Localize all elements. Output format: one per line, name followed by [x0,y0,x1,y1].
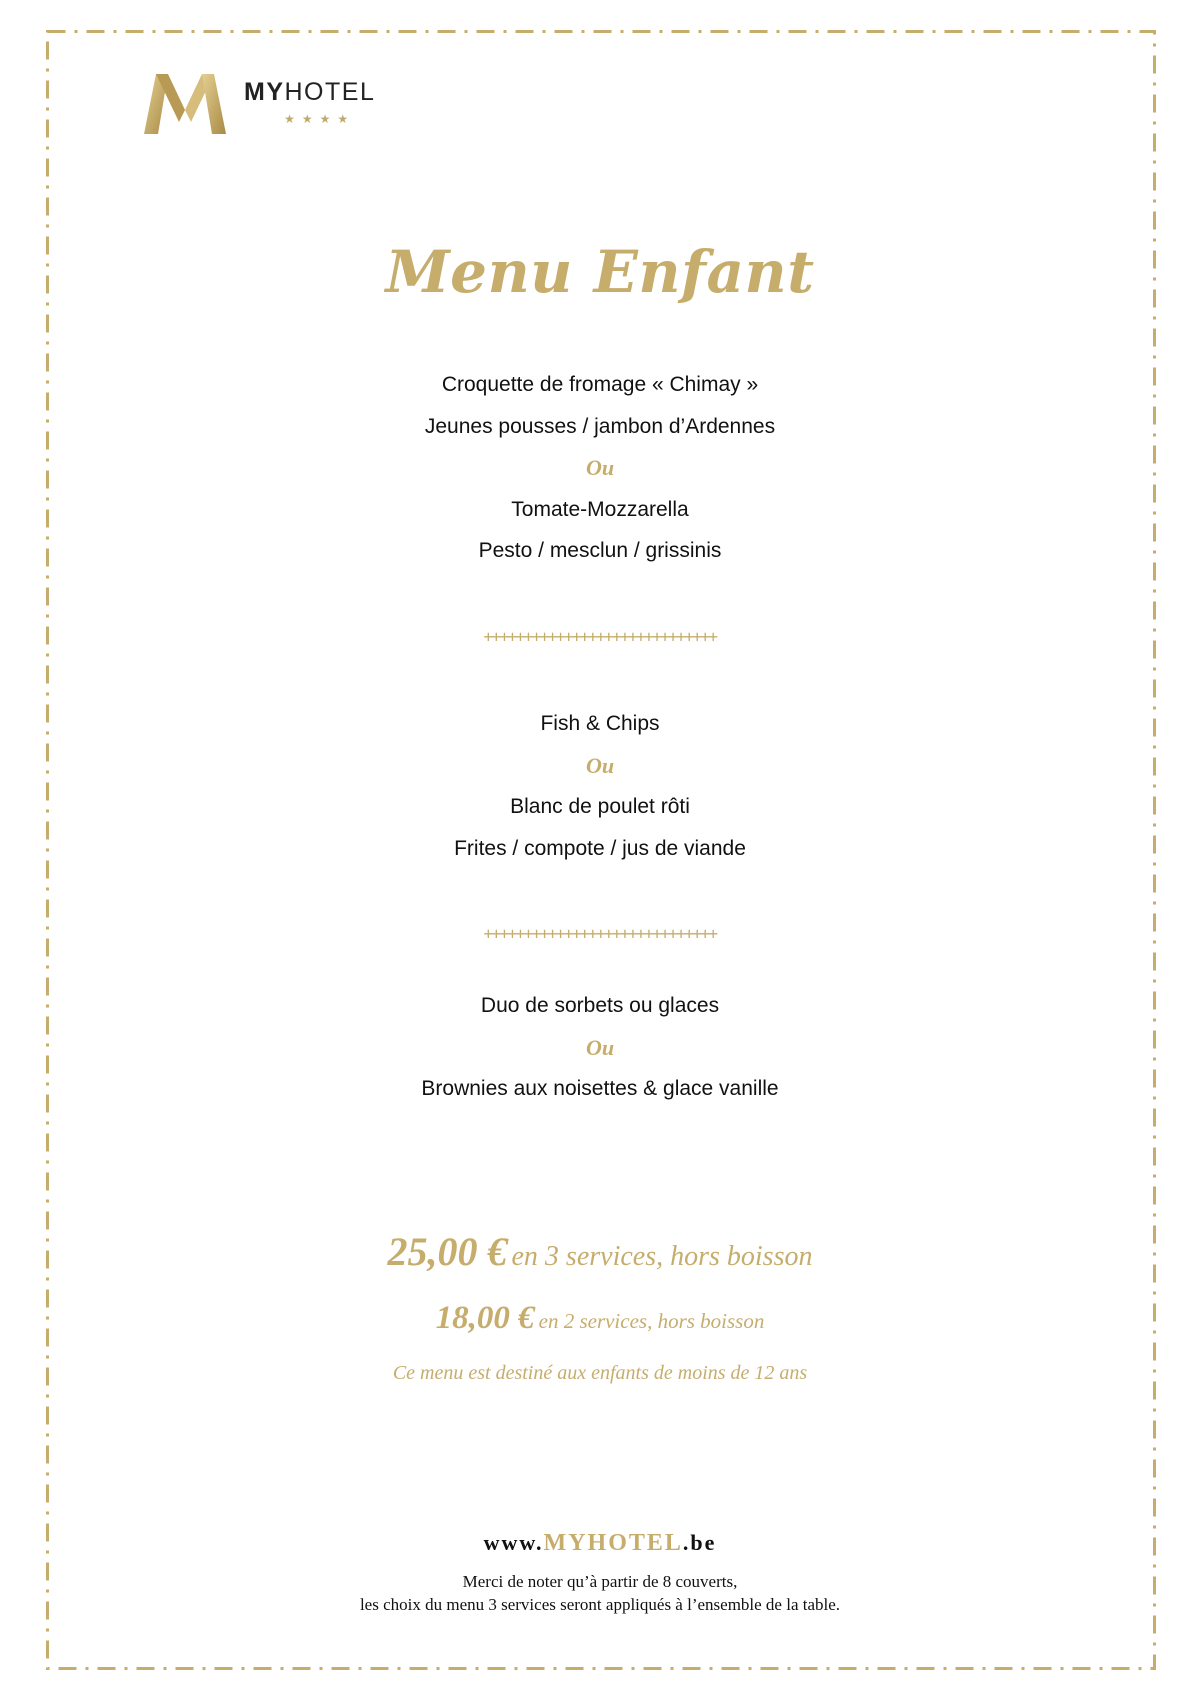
price-description: en 2 services, hors boisson [538,1309,765,1333]
price-amount: 25,00 € [387,1229,508,1274]
mains-section [0,703,1200,869]
footer-note-line1: Merci de noter qu’à partir de 8 couverts, [462,1572,738,1591]
price-three-courses [0,1228,1200,1275]
menu-item: Blanc de poulet rôti [510,795,690,818]
brand-name: MYHOTEL [244,78,376,106]
or-divider: Ou [585,752,615,778]
or-divider: Ou [585,455,615,480]
section-separator: +++++++++++++++++++++++++++++ [483,924,717,943]
desserts-section [0,985,1200,1110]
menu-item: Frites / compote / jus de viande [454,836,746,860]
menu-item: Croquette de fromage « Chimay » [441,373,759,396]
price-description: en 3 services, hors boisson [511,1241,813,1272]
menu-item: Brownies aux noisettes & glace vanille [421,1077,779,1100]
menu-item: Fish & Chips [540,712,660,735]
website-link[interactable]: www.MYHOTEL.be [483,1530,717,1556]
price-amount: 18,00 € [435,1300,535,1336]
section-separator: +++++++++++++++++++++++++++++ [483,627,717,646]
price-two-courses [0,1300,1200,1337]
menu-item: Tomate-Mozzarella [511,497,689,521]
age-note: Ce menu est destiné aux enfants de moins de 12 ans [392,1362,808,1384]
menu-item: Duo de sorbets ou glaces [480,994,720,1017]
starters-section [0,364,1200,572]
menu-item: Jeunes pousses / jambon d’Ardennes [424,414,776,438]
menu-item: Pesto / mesclun / grissinis [478,539,722,562]
or-divider: Ou [585,1034,615,1060]
rating-stars: ★★★★ [284,112,356,126]
hotel-logo [142,70,375,136]
menu-title: Menu Enfant [385,238,815,306]
footer-note-line2: les choix du menu 3 services seront appliqués à l’ensemble de la table. [359,1595,841,1614]
logo-m-mark [142,70,228,136]
